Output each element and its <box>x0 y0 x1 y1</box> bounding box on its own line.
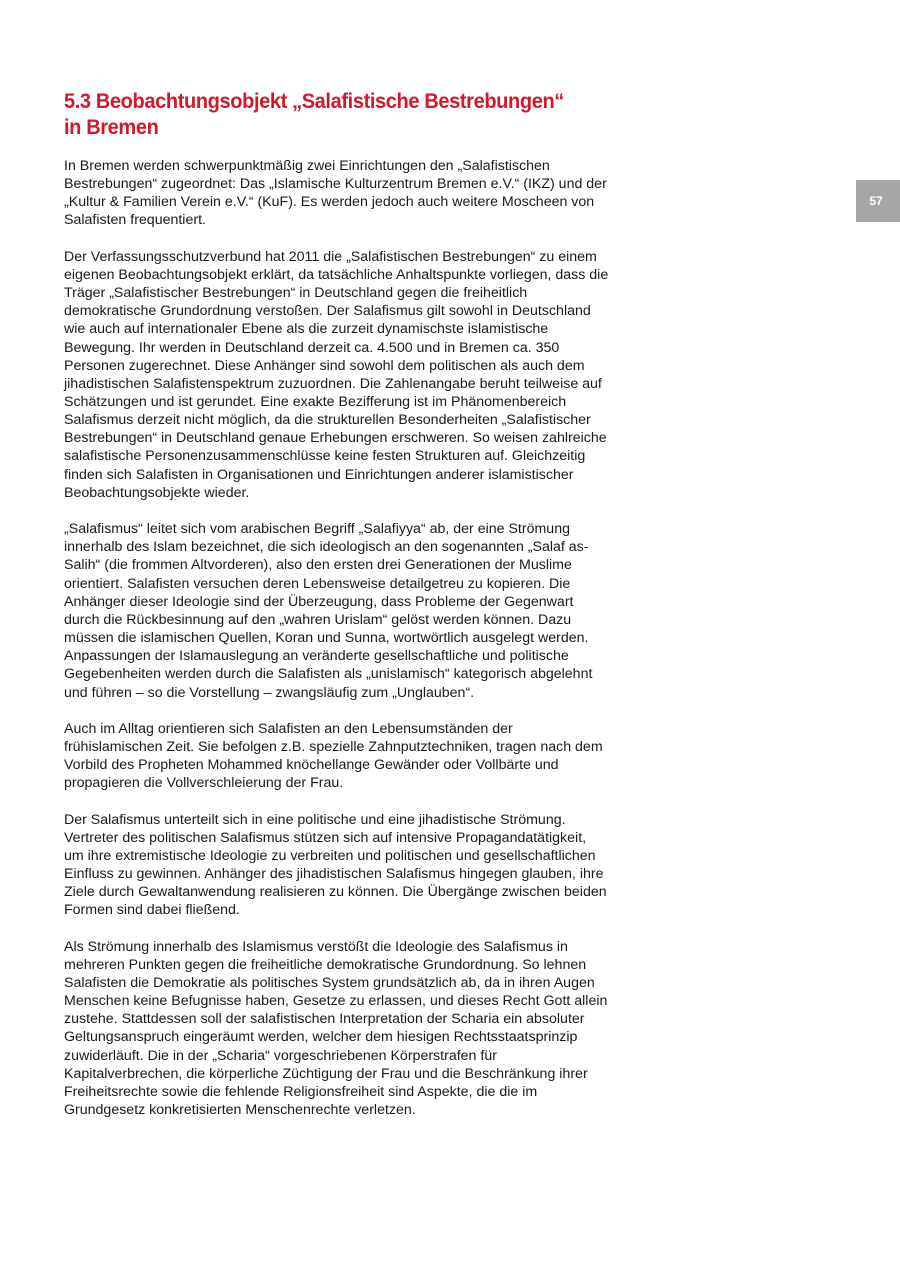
paragraph: Der Salafismus unterteilt sich in eine politische und eine jihadistische Strömung. Vertreter des politischen Salafismus stützen sich auf intensive Propagandatätigkeit, um ihre extremistische Ideologie zu verbreiten und politischen und gesellschaftlichen Einfluss zu gewinnen. Anhänger des jihadistischen Salafismus hingegen glauben, ihre Ziele durch Gewaltanwendung realisieren zu können. Die Übergänge zwischen beiden Formen sind dabei fließend. <box>64 811 607 919</box>
paragraph: „Salafismus“ leitet sich vom arabischen Begriff „Salafiyya“ ab, der eine Strömung innerhalb des Islam bezeichnet, die sich ideologisch an den sogenannten „Salaf as-Salih“ (die frommen Altvorderen), also den ersten drei Generationen der Muslime orientiert. Salafisten versuchen deren Lebensweise detailgetreu zu kopieren. Die Anhänger dieser Ideologie sind der Überzeugung, dass Probleme der Gegenwart durch die Rückbesinnung auf den „wahren Urislam“ gelöst werden können. Dazu müssen die islamischen Quellen, Koran und Sunna, wortwörtlich ausgelegt werden. Anpassungen der Islamauslegung an veränderte gesellschaftliche und politische Gegebenheiten werden durch die Salafisten als „unislamisch“ kategorisch abgelehnt und führen – so die Vorstellung – zwangsläufig zum „Unglauben“. <box>64 521 593 701</box>
section-heading-line2: in Bremen <box>64 115 159 139</box>
body-text <box>64 157 609 1137</box>
page-number: 57 <box>869 194 883 208</box>
section-heading-line1: 5.3 Beobachtungsobjekt „Salafistische Bestrebungen“ <box>64 89 564 113</box>
paragraph: Auch im Alltag orientieren sich Salafisten an den Lebensumständen der frühislamischen Zeit. Sie befolgen z.B. spezielle Zahnputztechniken, tragen nach dem Vorbild des Propheten Mohammed knöchellange Gewänder oder Vollbärte und propagieren die Vollverschleierung der Frau. <box>64 720 603 792</box>
section-heading <box>64 88 585 140</box>
paragraph: Als Strömung innerhalb des Islamismus verstößt die Ideologie des Salafismus in mehreren Punkten gegen die freiheitliche demokratische Grundordnung. So lehnen Salafisten die Demokratie als politisches System grundsätzlich ab, da in ihren Augen Menschen keine Befugnisse haben, Gesetze zu erlassen, und dieses Recht Gott allein zustehe. Stattdessen soll der salafistischen Interpretation der Scharia ein absoluter Geltungsanspruch eingeräumt werden, welcher dem hiesigen Rechtsstaatsprinzip zuwiderläuft. Die in der „Scharia“ vorgeschriebenen Körperstrafen für Kapitalverbrechen, die körperliche Züchtigung der Frau und die Beschränkung ihrer Freiheitsrechte sowie die fehlende Religionsfreiheit sind Aspekte, die die im Grundgesetz konkretisierten Menschenrechte verletzen. <box>64 938 608 1119</box>
paragraph: In Bremen werden schwerpunktmäßig zwei Einrichtungen den „Salafistischen Bestrebungen“ zugeordnet: Das „Islamische Kulturzentrum Bremen e.V.“ (IKZ) und der „Kultur & Familien Verein e.V.“ (KuF). Es werden jedoch auch weitere Moscheen von Salafisten frequentiert. <box>64 158 607 229</box>
paragraph: Der Verfassungsschutzverbund hat 2011 die „Salafistischen Bestrebungen“ zu einem eigenen Beobachtungsobjekt erklärt, da tatsächliche Anhaltspunkte vorliegen, dass die Träger „Salafistischer Bestrebungen“ in Deutschland gegen die freiheitlich demokratische Grundordnung verstoßen. Der Salafismus gilt sowohl in Deutschland wie auch auf internationaler Ebene als die zurzeit dynamischste islamistische Bewegung. Ihr werden in Deutschland derzeit ca. 4.500 und in Bremen ca. 350 Personen zugerechnet. Diese Anhänger sind sowohl dem politischen als auch dem jihadistischen Salafistenspektrum zuzuordnen. Die Zahlenangabe beruht teilweise auf Schätzungen und ist gerundet. Eine exakte Bezifferung ist im Phänomenbereich Salafismus derzeit nicht möglich, da die strukturellen Besonderheiten „Salafistischer Bestrebungen“ in Deutschland genaue Erhebungen erschweren. So weisen zahlreiche salafistische Personenzusammenschlüsse keine festen Strukturen auf. Gleichzeitig finden sich Salafisten in Organisationen und Einrichtungen anderer islamistischer Beobachtungsobjekte wieder. <box>64 248 609 501</box>
page-number-tab <box>856 180 900 222</box>
